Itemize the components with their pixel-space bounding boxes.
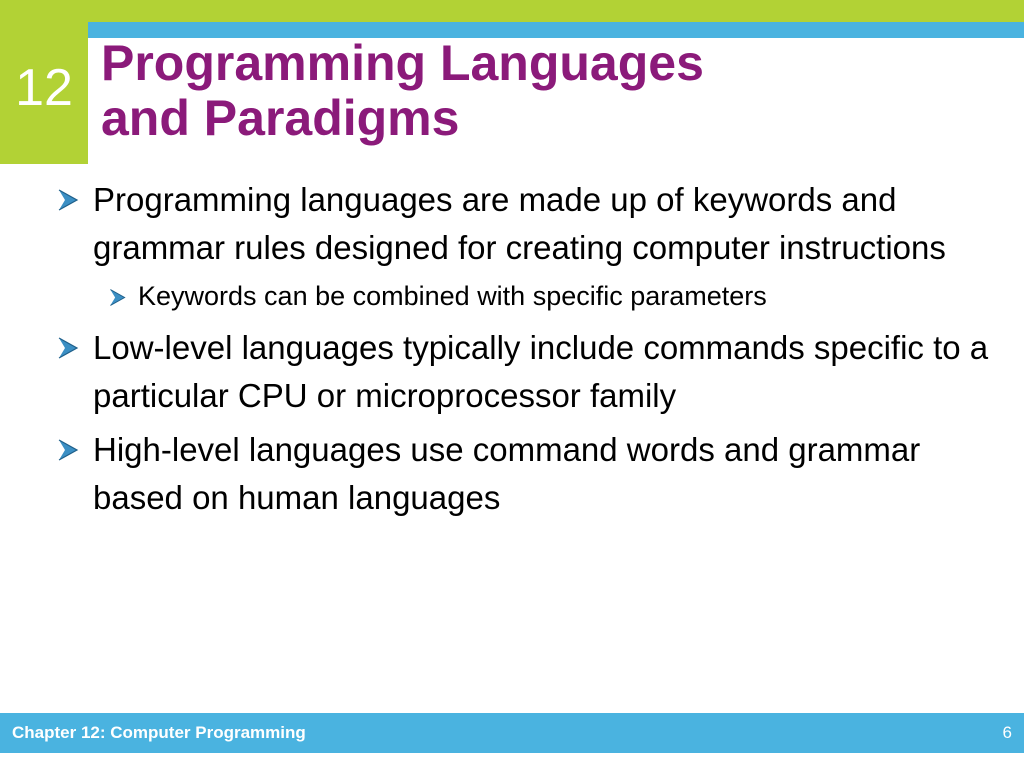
bullet-text-2: Low-level languages typically include commands specific to a particular CPU or microprocessor family bbox=[93, 329, 989, 414]
bullet-text-3: High-level languages use command words and grammar based on human languages bbox=[93, 431, 921, 516]
sub-bullet-item-1 bbox=[108, 278, 1006, 314]
top-accent-bar-green bbox=[0, 0, 1024, 22]
bullet-item-2 bbox=[56, 324, 1006, 420]
sub-bullet-text-1: Keywords can be combined with specific parameters bbox=[138, 281, 767, 311]
footer-chapter-label: Chapter 12: Computer Programming bbox=[12, 723, 306, 742]
slide-title-line-2: and Paradigms bbox=[101, 90, 460, 146]
slide-title-line-1: Programming Languages bbox=[101, 35, 704, 91]
bullet-item-1 bbox=[56, 176, 1006, 272]
chapter-number: 12 bbox=[15, 59, 73, 117]
arrow-bullet-icon bbox=[56, 336, 80, 360]
bullet-list bbox=[56, 176, 1006, 528]
arrow-bullet-icon bbox=[108, 288, 127, 307]
arrow-bullet-icon bbox=[56, 188, 80, 212]
bullet-item-3 bbox=[56, 426, 1006, 522]
chapter-badge bbox=[0, 22, 88, 164]
page-number: 6 bbox=[1002, 723, 1012, 742]
bullet-text-1: Programming languages are made up of keywords and grammar rules designed for creating computer instructions bbox=[93, 181, 946, 266]
footer-bar bbox=[0, 713, 1024, 753]
slide-title bbox=[101, 36, 981, 146]
arrow-bullet-icon bbox=[56, 438, 80, 462]
